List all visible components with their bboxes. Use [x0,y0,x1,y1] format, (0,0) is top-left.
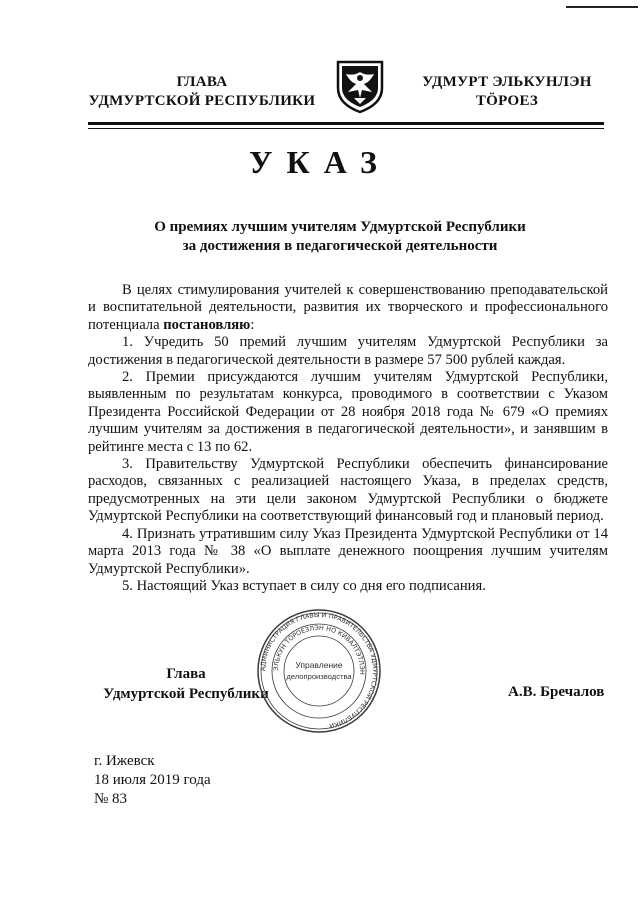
signature-position [96,664,276,704]
intro-colon: : [250,316,255,333]
decree-number: № 83 [94,791,128,807]
item-4: 4. Признать утратившим силу Указ Президента Удмуртской Республики от 14 марта 2013 года № 38 «О выплате денежного поощрения лучшим учителям Удмуртской Республики». [88,525,608,577]
header-right-line1: УДМУРТ ЭЛЬКУНЛЭН [422,74,592,90]
item-1: 1. Учредить 50 премий лучшим учителям Удмуртской Республики за достижения в педагогической деятельности в размере 57 500 рублей каждая. [88,334,608,368]
intro-paragraph [88,282,608,334]
subject-line2: за достижения в педагогической деятельности [182,238,498,254]
intro-text: В целях стимулирования учителей к совершенствованию преподавательской и воспитательной деятельности, развития их творческого и профессионального потенциала [88,282,608,333]
header-left-line1: ГЛАВА [176,74,228,90]
signature-position-line2: Удмуртской Республики [103,686,269,702]
place-and-date [94,752,211,809]
header-rule-thin [88,128,604,129]
item-2: 2. Премии присуждаются лучшим учителям Удмуртской Республики, выявленным по результатам конкурса, проводимого в соответствии с Указом Президента Российской Федерации от 28 ноября 2018 года № 679 «О премиях лучшим учителям за достижения в педагогической деятельности», и занявшим в рейтинге места с 13 по 62. [88,369,608,455]
signing-date: 18 июля 2019 года [94,772,211,788]
header-left [82,73,322,111]
header-left-line2: УДМУРТСКОЙ РЕСПУБЛИКИ [88,93,316,109]
subject-line1: О премиях лучшим учителям Удмуртской Республики [154,219,526,235]
stamp-center-line2: делопроизводства [286,672,352,681]
signatory-name: А.В. Бречалов [508,684,605,700]
signature-position-line1: Глава [166,666,206,682]
header-right-line2: ТӦРОЕЗ [475,93,539,109]
stamp-center-line1: Управление [295,660,343,670]
top-edge-mark [566,6,638,8]
intro-decree-word: постановляю [163,316,251,333]
stamp-outer-text: АДМИНИСТРАЦИЯ ГЛАВЫ И ПРАВИТЕЛЬСТВА УДМУРТСКОЙ РЕСПУБЛИКИ [258,610,380,730]
document-subject [110,218,570,256]
coat-of-arms-icon [332,58,388,114]
city: г. Ижевск [94,753,155,769]
stamp-inner-text: ЭЛЬКУН ТӦРОЕЗЛЭН НО КИВАЛТЭТЛЭН [271,623,367,675]
document-body [88,282,608,595]
item-5: 5. Настоящий Указ вступает в силу со дня его подписания. [122,577,486,594]
header-right [412,73,602,111]
item-3: 3. Правительству Удмуртской Республики обеспечить финансирование расходов, связанных с реализацией настоящего Указа, в пределах средств, предусмотренных на эти цели законом Удмуртской Республики о бюджете Удмуртской Республики на соответствующий финансовый год и плановый период. [88,456,608,525]
document-title: УКАЗ [249,144,391,180]
header-rule-thick [88,122,604,125]
official-stamp [256,608,382,734]
